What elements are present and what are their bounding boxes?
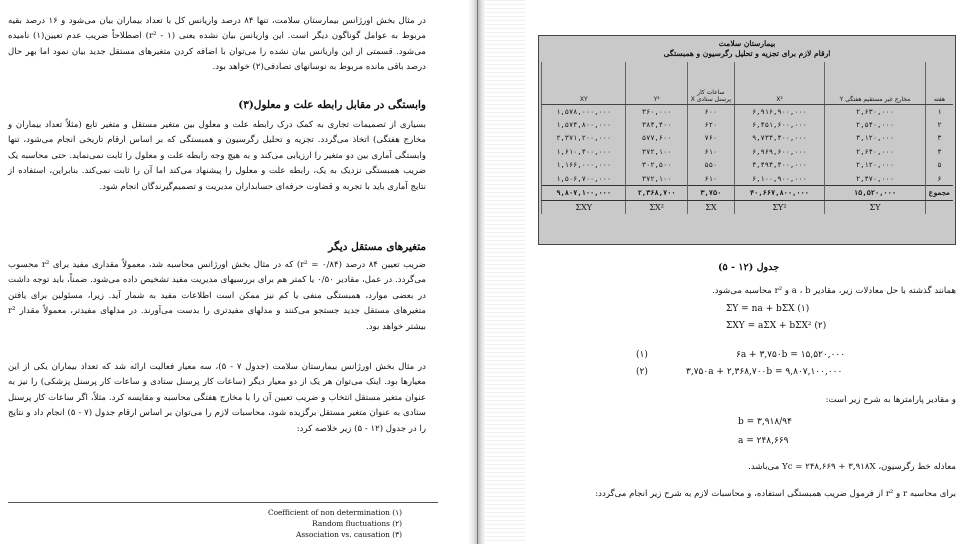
table-cell: ۲ [925,118,953,131]
table-cell: ۳۷۲,۱۰۰ [626,172,687,186]
table-cell: ۶,۴۵۱,۶۰۰,۰۰۰ [734,118,824,131]
equation-2: (۲) ΣXY = aΣX + bΣX² [726,321,827,331]
right-page [486,0,966,544]
symbol-cell: ΣXY [542,200,626,214]
table-cell: ۳۰۲,۵۰۰ [626,159,687,172]
table-cell: ۳ [925,132,953,145]
table-cell: ۶ [925,172,953,186]
symbol-cell: ΣX [687,200,734,214]
equation-4-number: (۲) [636,367,648,377]
table-row [542,132,954,145]
sum-label: مجموع [925,186,953,200]
table-cell: ۶۱۰ [687,172,734,186]
table-cell: ۱,۶۱۰,۴۰۰,۰۰۰ [542,145,626,158]
table-cell: ۲,۵۴۰,۰۰۰ [825,118,926,131]
table-cell: ۱,۵۷۴,۸۰۰,۰۰۰ [542,118,626,131]
table-sum-row [542,186,954,200]
b-value: b = ۳,۹۱۸/۹۴ [738,417,792,427]
text-regression-line: معادله خط رگرسیون، Yc = ۲۴۸,۶۶۹ + ۳,۹۱۸X می‌باشد. [748,462,956,472]
table-cell: ۴ [925,145,953,158]
table-title [539,39,955,59]
table-cell: ۲,۳۷۱,۲۰۰,۰۰۰ [542,132,626,145]
table-cell: ۶,۹۱۶,۹۰۰,۰۰۰ [734,105,824,119]
sum-cell: ۲,۳۶۸,۷۰۰ [626,186,687,200]
table-caption: جدول (۱۲ - ۵) [718,262,780,273]
table-row [542,159,954,172]
table-cell: ۳۶۰,۰۰۰ [626,105,687,119]
sum-cell: ۱۵,۵۲۰,۰۰۰ [825,186,926,200]
equation-3-number: (۱) [636,350,648,360]
paragraph-intro: در مثال بخش اورژانس بیمارستان سلامت، تنها ۸۴ درصد واریانس کل با تعداد بیماران بیان می‌شود و ۱۶ درصد بقیه مربوط به عوامل گوناگون دیگر است. این واریانس بیان نشده یعنی (r² - ۱) اصطلاحاً ضریب عدم تعیین(۱) نامیده می‌شود. قسمتی از این واریانس بیان نشده را می‌توان با اضافه کردن متغیرهای مستقل جدید بیان نمود اما بهر حال درصد باقی مانده مربوط به نوسانهای تصادفی(۲) خواهد بود. [8,16,426,73]
header-x2: X² [734,62,824,105]
table-cell: ۱,۵۰۶,۷۰۰,۰۰۰ [542,172,626,186]
table-cell: ۶,۱۰۰,۹۰۰,۰۰۰ [734,172,824,186]
a-value: a = ۲۴۸,۶۶۹ [738,436,789,446]
header-x: ساعات کار پرسنل ستادی X [687,62,734,105]
text-parameters: و مقادیر پارامترها به شرح زیر است: [825,395,956,405]
sum-cell: ۴۰,۶۶۷,۸۰۰,۰۰۰ [734,186,824,200]
equation-3: ۱۵,۵۲۰,۰۰۰ = ۶a + ۳,۷۵۰b [736,350,846,360]
sum-cell: ۳,۷۵۰ [687,186,734,200]
paragraph-causation: بسیاری از تصمیمات تجاری به کمک درک رابطه علت و معلول بین متغیر مستقل و متغیر تابع (مثلاً تعداد بیماران و مخارج هفتگی) اتخاذ می‌گردد. تجزیه و تحلیل رگرسیون و همبستگی که بر اساس ارقام تاریخی انجام می‌شود، تنها وابستگی آماری بین دو متغیر را ارزیابی می‌کند و به هیچ وجه رابطه علت و معلول را ثابت نمی‌نماید. حتی محاسبه یک ضریب همبستگی نزدیک به یک، رابطه علت و معلول را پیشنهاد می‌کند اما آن را ثابت نمی‌کند. بنابراین، استفاده از نتایج آماری باید با تجربه و قضاوت حرفه‌ای حسابداران مدیریت و تصمیم‌گیرندگان انجام شود. [8,120,426,192]
table-cell: ۵ [925,159,953,172]
header-y: مخارج غیر مستقیم هفتگی Y [825,62,926,105]
table-cell: ۳۷۲,۱۰۰ [626,145,687,158]
table-cell: ۲,۴۷۰,۰۰۰ [825,172,926,186]
footnote-divider [8,502,438,503]
data-table [541,62,953,214]
table-row [542,145,954,158]
equation-1: (۱) ΣY = na + bΣX [726,304,810,314]
page-edge-shading [486,0,526,544]
table-cell: ۱ [925,105,953,119]
sum-cell: ۹,۸۰۷,۱۰۰,۰۰۰ [542,186,626,200]
table-title-line2: ارقام لازم برای تجزیه و تحلیل رگرسیون و همبستگی [663,49,831,58]
table-symbol-row [542,200,954,214]
text-correlation: برای محاسبه r و r² از فرمول ضریب همبستگی استفاده، و محاسبات لازم به شرح زیر انجام می‌گردد: [595,489,956,499]
table-cell: ۶,۹۶۹,۶۰۰,۰۰۰ [734,145,824,158]
symbol-cell: ΣY [825,200,926,214]
table-cell: ۵۵۰ [687,159,734,172]
table-row [542,105,954,119]
table-cell: ۲,۶۴۰,۰۰۰ [825,145,926,158]
table-cell: ۶۱۰ [687,145,734,158]
symbol-cell: ΣY² [734,200,824,214]
header-y2: Y² [626,62,687,105]
table-cell: ۶۲۰ [687,118,734,131]
footnote-1: Coefficient of non determination (۱) [267,508,402,517]
table-row [542,172,954,186]
table-cell: ۶۰۰ [687,105,734,119]
header-week: هفته [925,62,953,105]
book-gutter [468,0,486,544]
table-cell: ۹,۷۳۴,۴۰۰,۰۰۰ [734,132,824,145]
table-cell: ۷۶۰ [687,132,734,145]
footnote-2: Random fluctuations (۲) [312,519,402,528]
symbol-spacer [925,200,953,214]
section-heading-other-variables: متغیرهای مستقل دیگر [328,241,426,253]
section-heading-causation: وابستگی در مقابل رابطه علت و معلول(۳) [238,99,426,111]
header-xy: XY [542,62,626,105]
table-cell: ۲,۶۳۰,۰۰۰ [825,105,926,119]
left-page [0,0,468,544]
equation-4: ۹,۸۰۷,۱۰۰,۰۰۰ = ۳,۷۵۰a + ۲,۳۶۸,۷۰۰b [686,367,843,377]
regression-table [538,35,956,245]
table-cell: ۲,۱۲۰,۰۰۰ [825,159,926,172]
table-cell: ۳,۱۲۰,۰۰۰ [825,132,926,145]
table-cell: ۱,۱۶۶,۰۰۰,۰۰۰ [542,159,626,172]
table-cell: ۵۷۷,۶۰۰ [626,132,687,145]
table-header-row [542,62,954,105]
table-row [542,118,954,131]
table-cell: ۳۸۴,۴۰۰ [626,118,687,131]
text-solve-equations: همانند گذشته با حل معادلات زیر، مقادیر a ، b و r² محاسبه می‌شود. [711,286,956,296]
table-cell: ۱,۵۷۸,۰۰۰,۰۰۰ [542,105,626,119]
table-cell: ۴,۴۹۴,۴۰۰,۰۰۰ [734,159,824,172]
paragraph-hospital-example: در مثال بخش اورژانس بیمارستان سلامت (جدول ۷ - ۵)، سه معیار فعالیت ارائه شد که تعداد بیماران یکی از این معیارها بود. اینک می‌توان هر یک از دو معیار دیگر (ساعات کار پرسنل ستادی و ساعات کار پرسنل پزشکی) را نیز به عنوان متغیر مستقل انتخاب و ضریب تعیین آن را با مخارج هفتگی محاسبه و مقایسه کرد. مثلاً، اگر ساعات کار پرسنل ستادی به عنوان متغیر مستقل برگزیده شود، محاسبات لازم را می‌توان بر اساس ارقام جدول (۷ - ۵) انجام داد و نتایج را در جدول (۱۲ - ۵) زیر خلاصه کرد: [8,362,426,434]
paragraph-other-variables: ضریب تعیین ۸۴ درصد (r² = ۰/۸۴) که در مثال بخش اورژانس محاسبه شد، معمولاً مقداری مفید برای r² محسوب می‌گردد. در عمل، مقادیر ۰/۵۰ یا کمتر هم برای بررسیهای مدیریت مفید تشخیص داده می‌شود. ضمناً، باید توجه داشت در بعضی موارد، همبستگی منفی یا کم نیز ممکن است اطلاعات مفید به شمار آید. زیرا، مسئولین برای یافتن متغیرهای مستقل جدید جستجو می‌کنند و مدلهای مفیدتری را بدست می‌آورند. در مدلهای مفیدتر، معمولاً مقدار r² بیشتر خواهد بود. [8,260,427,332]
footnote-3: Association vs. causation (۳) [296,530,402,539]
symbol-cell: ΣX² [626,200,687,214]
table-title-line1: بیمارستان سلامت [718,39,776,48]
